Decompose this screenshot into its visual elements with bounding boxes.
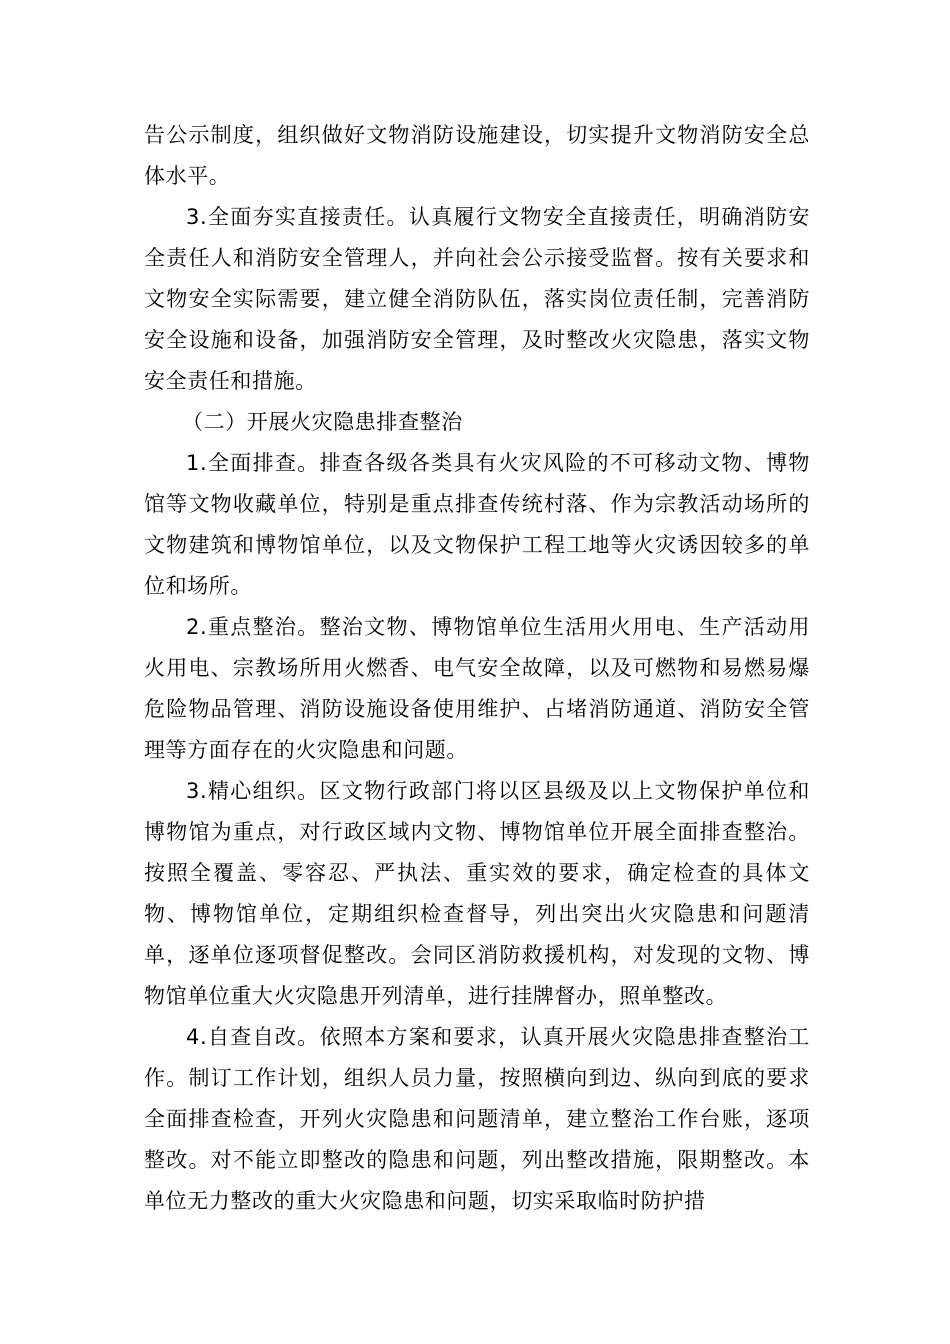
paragraph-careful-organization: 3.精心组织。区文物行政部门将以区县级及以上文物保护单位和博物馆为重点，对行政区域内文物、博物馆单位开展全面排查整治。按照全覆盖、零容忍、严执法、重实效的要求，确定检查的具体文物、博物馆单位，定期组织检查督导，列出突出火灾隐患和问题清单，逐单位逐项督促整改。会同区消防救援机构，对发现的文物、博物馆单位重大火灾隐患开列清单，进行挂牌督办，照单整改。 bbox=[144, 779, 810, 1008]
paragraph-comprehensive-inspection: 1.全面排查。排查各级各类具有火灾风险的不可移动文物、博物馆等文物收藏单位，特别是重点排查传统村落、作为宗教活动场所的文物建筑和博物馆单位，以及文物保护工程工地等火灾诱因较多的单位和场所。 bbox=[144, 451, 810, 598]
paragraph-direct-responsibility: 3.全面夯实直接责任。认真履行文物安全直接责任，明确消防安全责任人和消防安全管理人，并向社会公示接受监督。按有关要求和文物安全实际需要，建立健全消防队伍，落实岗位责任制，完善消防安全设施和设备，加强消防安全管理，及时整改火灾隐患，落实文物安全责任和措施。 bbox=[144, 205, 810, 393]
paragraph-self-inspection: 4.自查自改。依照本方案和要求，认真开展火灾隐患排查整治工作。制订工作计划，组织人员力量，按照横向到边、纵向到底的要求全面排查检查，开列火灾隐患和问题清单，建立整治工作台账，逐项整改。对不能立即整改的隐患和问题，列出整改措施，限期整改。本单位无力整改的重大火灾隐患和问题，切实采取临时防护措 bbox=[144, 1025, 810, 1213]
paragraph-key-rectification: 2.重点整治。整治文物、博物馆单位生活用火用电、生产活动用火用电、宗教场所用火燃香、电气安全故障，以及可燃物和易燃易爆危险物品管理、消防设施设备使用维护、占堵消防通道、消防安全管理等方面存在的火灾隐患和问题。 bbox=[144, 615, 810, 762]
document-body bbox=[144, 115, 810, 1222]
paragraph-continuation: 告公示制度，组织做好文物消防设施建设，切实提升文物消防安全总体水平。 bbox=[144, 123, 810, 188]
section-heading-hazard-inspection: （二）开展火灾隐患排查整治 bbox=[182, 410, 463, 434]
